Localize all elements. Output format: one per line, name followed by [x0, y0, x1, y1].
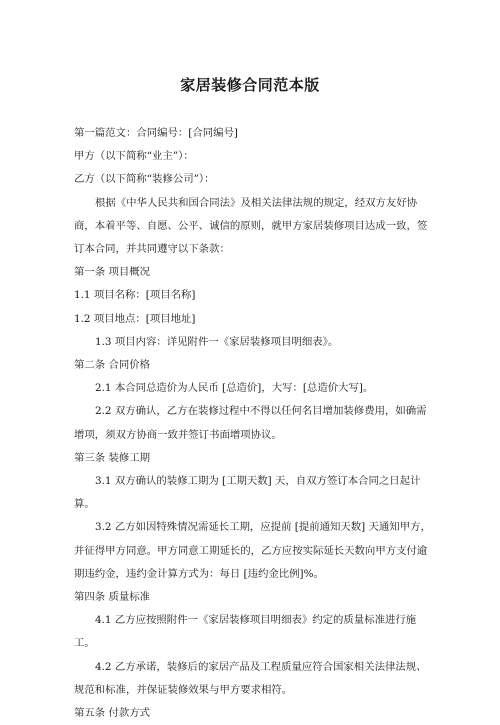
article-3-heading: 第三条 装修工期: [74, 451, 151, 464]
article-1-heading: 第一条 项目概况: [74, 266, 151, 279]
party-a-line: 甲方（以下简称“业主”）：: [74, 150, 194, 163]
clause-1-3: 1.3 项目内容：详见附件一《家居装修项目明细表》。: [95, 335, 339, 348]
clause-1-1: 1.1 项目名称：[项目名称]: [74, 289, 196, 302]
clause-4-2: 4.2 乙方承诺，装修后的家居产品及工程质量应符合国家相关法律法规、规范和标准，并保证装修效果与甲方要求相符。: [74, 660, 427, 696]
party-b-line: 乙方（以下简称“装修公司”）：: [74, 173, 215, 186]
clause-2-1: 2.1 本合同总造价为人民币 [总造价]，大写：[总造价大写]。: [95, 382, 374, 395]
clause-3-1: 3.1 双方确认的装修工期为 [工期天数] 天，自双方签订本合同之日起计算。: [74, 475, 421, 511]
article-2-heading: 第二条 合同价格: [74, 359, 151, 372]
clause-1-2: 1.2 项目地点：[项目地址]: [74, 312, 196, 325]
preamble-paragraph: 根据《中华人民共和国合同法》及相关法律法规的规定，经双方友好协商，本着平等、自愿、公平、诚信的原则，就甲方家居装修项目达成一致，签订本合同，并共同遵守以下条款：: [74, 196, 428, 256]
document-body: [74, 122, 434, 725]
article-5-heading: 第五条 付款方式: [74, 707, 151, 720]
clause-2-2: 2.2 双方确认，乙方在装修过程中不得以任何名目增加装修费用，如确需增项，须双方协商一致并签订书面增项协议。: [74, 405, 427, 441]
document-title: 家居装修合同范本版: [180, 76, 320, 94]
contract-number-line: 第一篇范文：合同编号：[合同编号]: [74, 127, 238, 139]
article-4-heading: 第四条 质量标准: [74, 591, 151, 604]
clause-3-2: 3.2 乙方如因特殊情况需延长工期，应提前 [提前通知天数] 天通知甲方，并征得甲方同意。甲方同意工期延长的，乙方应按实际延长天数向甲方支付逾期违约金，违约金计算方式为：每日 [违约金比例]%。: [74, 521, 431, 580]
clause-4-1: 4.1 乙方应按照附件一《家居装修项目明细表》约定的质量标准进行施工。: [74, 614, 417, 650]
